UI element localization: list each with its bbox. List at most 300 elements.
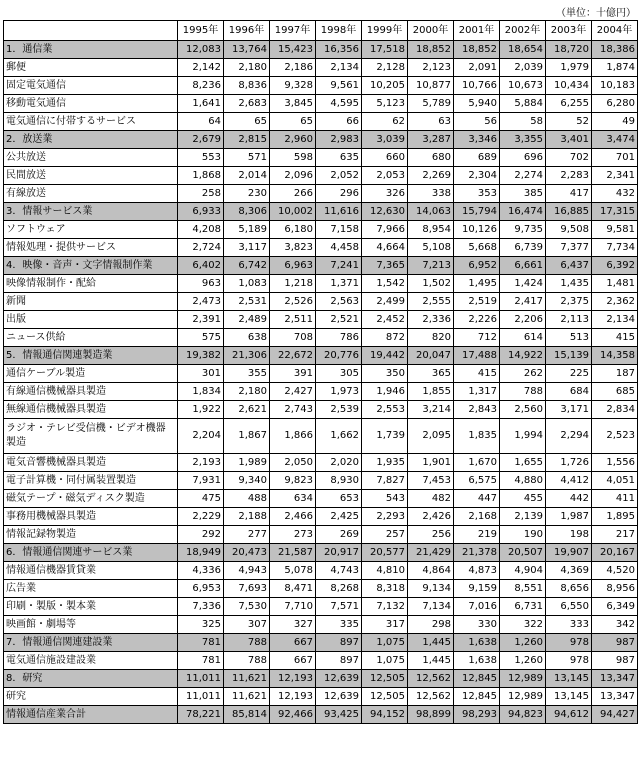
value-cell: 1,556 [592, 454, 638, 472]
value-cell: 1,866 [270, 419, 316, 454]
value-cell: 305 [316, 365, 362, 383]
value-cell: 963 [178, 275, 224, 293]
value-cell: 10,205 [362, 77, 408, 95]
value-cell: 94,612 [546, 706, 592, 724]
value-cell: 6,180 [270, 221, 316, 239]
value-cell: 2,679 [178, 131, 224, 149]
row-label: 2．放送業 [4, 131, 178, 149]
value-cell: 355 [224, 365, 270, 383]
value-cell: 2,960 [270, 131, 316, 149]
value-cell: 16,356 [316, 41, 362, 59]
row-label: 郵便 [4, 59, 178, 77]
value-cell: 1,670 [454, 454, 500, 472]
value-cell: 10,673 [500, 77, 546, 95]
value-cell: 553 [178, 149, 224, 167]
value-cell: 385 [500, 185, 546, 203]
value-cell: 3,287 [408, 131, 454, 149]
value-cell: 3,355 [500, 131, 546, 149]
value-cell: 2,091 [454, 59, 500, 77]
value-cell: 7,134 [408, 598, 454, 616]
value-cell: 257 [362, 526, 408, 544]
value-cell: 13,145 [546, 670, 592, 688]
value-cell: 2,139 [500, 508, 546, 526]
value-cell: 702 [546, 149, 592, 167]
value-cell: 327 [270, 616, 316, 634]
value-cell: 9,581 [592, 221, 638, 239]
value-cell: 1,922 [178, 401, 224, 419]
value-cell: 21,587 [270, 544, 316, 562]
table-row [4, 616, 638, 634]
value-cell: 6,550 [546, 598, 592, 616]
row-label: 新聞 [4, 293, 178, 311]
value-cell: 4,520 [592, 562, 638, 580]
value-cell: 12,083 [178, 41, 224, 59]
value-cell: 269 [316, 526, 362, 544]
value-cell: 4,458 [316, 239, 362, 257]
year-header: 2004年 [592, 21, 638, 41]
value-cell: 20,047 [408, 347, 454, 365]
value-cell: 3,214 [408, 401, 454, 419]
section-row [4, 257, 638, 275]
value-cell: 1,218 [270, 275, 316, 293]
value-cell: 2,523 [592, 419, 638, 454]
value-cell: 4,943 [224, 562, 270, 580]
value-cell: 10,126 [454, 221, 500, 239]
value-cell: 2,188 [224, 508, 270, 526]
table-row [4, 95, 638, 113]
row-label: 情報通信機器賃貸業 [4, 562, 178, 580]
value-cell: 7,710 [270, 598, 316, 616]
value-cell: 1,662 [316, 419, 362, 454]
row-label: 電子計算機・同付属装置製造 [4, 472, 178, 490]
value-cell: 4,336 [178, 562, 224, 580]
value-cell: 2,269 [408, 167, 454, 185]
value-cell: 12,989 [500, 688, 546, 706]
value-cell: 12,562 [408, 670, 454, 688]
value-cell: 18,852 [454, 41, 500, 59]
value-cell: 333 [546, 616, 592, 634]
table-row [4, 77, 638, 95]
value-cell: 2,113 [546, 311, 592, 329]
value-cell: 987 [592, 634, 638, 652]
value-cell: 442 [546, 490, 592, 508]
value-cell: 14,358 [592, 347, 638, 365]
value-cell: 2,014 [224, 167, 270, 185]
value-cell: 2,375 [546, 293, 592, 311]
value-cell: 417 [546, 185, 592, 203]
value-cell: 18,654 [500, 41, 546, 59]
row-label: 電気音響機械器具製造 [4, 454, 178, 472]
value-cell: 3,823 [270, 239, 316, 257]
value-cell: 20,917 [316, 544, 362, 562]
value-cell: 20,507 [500, 544, 546, 562]
value-cell: 13,347 [592, 670, 638, 688]
value-cell: 2,843 [454, 401, 500, 419]
value-cell: 9,340 [224, 472, 270, 490]
table-row [4, 185, 638, 203]
value-cell: 5,078 [270, 562, 316, 580]
value-cell: 455 [500, 490, 546, 508]
value-cell: 12,505 [362, 688, 408, 706]
row-label: 情報記録物製造 [4, 526, 178, 544]
table-row [4, 365, 638, 383]
value-cell: 58 [500, 113, 546, 131]
value-cell: 266 [270, 185, 316, 203]
value-cell: 273 [270, 526, 316, 544]
value-cell: 2,180 [224, 59, 270, 77]
value-cell: 8,268 [316, 580, 362, 598]
value-cell: 1,946 [362, 383, 408, 401]
value-cell: 2,229 [178, 508, 224, 526]
value-cell: 2,553 [362, 401, 408, 419]
value-cell: 49 [592, 113, 638, 131]
value-cell: 2,134 [316, 59, 362, 77]
value-cell: 2,425 [316, 508, 362, 526]
value-cell: 4,904 [500, 562, 546, 580]
value-cell: 17,518 [362, 41, 408, 59]
row-label: 3．情報サービス業 [4, 203, 178, 221]
value-cell: 338 [408, 185, 454, 203]
value-cell: 978 [546, 634, 592, 652]
value-cell: 2,521 [316, 311, 362, 329]
value-cell: 638 [224, 329, 270, 347]
row-label: 6．情報通信関連サービス業 [4, 544, 178, 562]
value-cell: 2,391 [178, 311, 224, 329]
value-cell: 350 [362, 365, 408, 383]
value-cell: 4,412 [546, 472, 592, 490]
value-cell: 6,742 [224, 257, 270, 275]
value-cell: 4,864 [408, 562, 454, 580]
value-cell: 217 [592, 526, 638, 544]
value-cell: 1,835 [454, 419, 500, 454]
value-cell: 2,053 [362, 167, 408, 185]
table-body [4, 41, 638, 724]
value-cell: 2,427 [270, 383, 316, 401]
value-cell: 256 [408, 526, 454, 544]
table-row [4, 688, 638, 706]
value-cell: 2,362 [592, 293, 638, 311]
year-header: 1998年 [316, 21, 362, 41]
value-cell: 1,739 [362, 419, 408, 454]
value-cell: 4,810 [362, 562, 408, 580]
value-cell: 322 [500, 616, 546, 634]
row-label: 情報処理・提供サービス [4, 239, 178, 257]
value-cell: 94,152 [362, 706, 408, 724]
value-cell: 1,542 [362, 275, 408, 293]
row-label: 有線放送 [4, 185, 178, 203]
table-row [4, 526, 638, 544]
table-row [4, 401, 638, 419]
value-cell: 15,139 [546, 347, 592, 365]
value-cell: 1,987 [546, 508, 592, 526]
value-cell: 9,735 [500, 221, 546, 239]
value-cell: 10,434 [546, 77, 592, 95]
value-cell: 3,401 [546, 131, 592, 149]
section-row [4, 131, 638, 149]
value-cell: 78,221 [178, 706, 224, 724]
value-cell: 2,206 [500, 311, 546, 329]
value-cell: 2,683 [224, 95, 270, 113]
value-cell: 10,183 [592, 77, 638, 95]
value-cell: 21,306 [224, 347, 270, 365]
value-cell: 3,346 [454, 131, 500, 149]
value-cell: 10,877 [408, 77, 454, 95]
value-cell: 2,274 [500, 167, 546, 185]
value-cell: 326 [362, 185, 408, 203]
year-header: 2001年 [454, 21, 500, 41]
value-cell: 16,474 [500, 203, 546, 221]
value-cell: 6,963 [270, 257, 316, 275]
value-cell: 4,880 [500, 472, 546, 490]
value-cell: 92,466 [270, 706, 316, 724]
value-cell: 10,766 [454, 77, 500, 95]
value-cell: 415 [454, 365, 500, 383]
value-cell: 7,931 [178, 472, 224, 490]
value-cell: 685 [592, 383, 638, 401]
value-cell: 872 [362, 329, 408, 347]
value-cell: 978 [546, 652, 592, 670]
row-label: 事務用機械器具製造 [4, 508, 178, 526]
value-cell: 1,726 [546, 454, 592, 472]
value-cell: 365 [408, 365, 454, 383]
year-header: 2003年 [546, 21, 592, 41]
row-label: ソフトウェア [4, 221, 178, 239]
value-cell: 1,260 [500, 652, 546, 670]
row-label: 映画館・劇場等 [4, 616, 178, 634]
value-cell: 1,371 [316, 275, 362, 293]
value-cell: 20,167 [592, 544, 638, 562]
value-cell: 12,845 [454, 688, 500, 706]
row-label: 電気通信に付帯するサービス [4, 113, 178, 131]
value-cell: 2,020 [316, 454, 362, 472]
value-cell: 634 [270, 490, 316, 508]
value-cell: 897 [316, 652, 362, 670]
value-cell: 20,473 [224, 544, 270, 562]
value-cell: 12,639 [316, 688, 362, 706]
value-cell: 2,531 [224, 293, 270, 311]
value-cell: 2,193 [178, 454, 224, 472]
value-cell: 4,873 [454, 562, 500, 580]
value-cell: 1,855 [408, 383, 454, 401]
value-cell: 8,956 [592, 580, 638, 598]
table-row [4, 419, 638, 454]
value-cell: 13,145 [546, 688, 592, 706]
value-cell: 598 [270, 149, 316, 167]
value-cell: 2,293 [362, 508, 408, 526]
value-cell: 3,039 [362, 131, 408, 149]
value-cell: 2,815 [224, 131, 270, 149]
value-cell: 13,764 [224, 41, 270, 59]
value-cell: 1,895 [592, 508, 638, 526]
value-cell: 2,294 [546, 419, 592, 454]
value-cell: 2,473 [178, 293, 224, 311]
value-cell: 8,836 [224, 77, 270, 95]
row-label: 1．通信業 [4, 41, 178, 59]
value-cell: 3,171 [546, 401, 592, 419]
value-cell: 198 [546, 526, 592, 544]
value-cell: 897 [316, 634, 362, 652]
value-cell: 1,445 [408, 634, 454, 652]
value-cell: 635 [316, 149, 362, 167]
value-cell: 391 [270, 365, 316, 383]
value-cell: 1,638 [454, 652, 500, 670]
value-cell: 7,377 [546, 239, 592, 257]
value-cell: 5,884 [500, 95, 546, 113]
unit-label: （単位：十億円） [556, 8, 636, 19]
value-cell: 19,907 [546, 544, 592, 562]
section-row [4, 634, 638, 652]
table-row [4, 652, 638, 670]
value-cell: 12,630 [362, 203, 408, 221]
value-cell: 788 [500, 383, 546, 401]
value-cell: 225 [546, 365, 592, 383]
value-cell: 9,823 [270, 472, 316, 490]
value-cell: 21,378 [454, 544, 500, 562]
table-row [4, 167, 638, 185]
value-cell: 1,979 [546, 59, 592, 77]
value-cell: 1,435 [546, 275, 592, 293]
value-cell: 16,885 [546, 203, 592, 221]
value-cell: 9,508 [546, 221, 592, 239]
value-cell: 2,511 [270, 311, 316, 329]
value-cell: 298 [408, 616, 454, 634]
value-cell: 2,096 [270, 167, 316, 185]
value-cell: 781 [178, 634, 224, 652]
table-row [4, 472, 638, 490]
value-cell: 11,621 [224, 670, 270, 688]
row-label: 5．情報通信関連製造業 [4, 347, 178, 365]
value-cell: 411 [592, 490, 638, 508]
row-label: 4．映像・音声・文字情報制作業 [4, 257, 178, 275]
value-cell: 4,743 [316, 562, 362, 580]
value-cell: 22,672 [270, 347, 316, 365]
value-cell: 781 [178, 652, 224, 670]
value-cell: 342 [592, 616, 638, 634]
value-cell: 7,734 [592, 239, 638, 257]
value-cell: 19,442 [362, 347, 408, 365]
value-cell: 2,539 [316, 401, 362, 419]
year-header: 1995年 [178, 21, 224, 41]
value-cell: 432 [592, 185, 638, 203]
value-cell: 18,949 [178, 544, 224, 562]
value-cell: 3,845 [270, 95, 316, 113]
value-cell: 2,180 [224, 383, 270, 401]
section-row [4, 347, 638, 365]
value-cell: 12,562 [408, 688, 454, 706]
value-cell: 12,193 [270, 670, 316, 688]
value-cell: 1,445 [408, 652, 454, 670]
year-header: 1996年 [224, 21, 270, 41]
year-header: 2000年 [408, 21, 454, 41]
value-cell: 2,142 [178, 59, 224, 77]
value-cell: 7,966 [362, 221, 408, 239]
value-cell: 2,283 [546, 167, 592, 185]
table-row [4, 275, 638, 293]
year-header: 1999年 [362, 21, 408, 41]
value-cell: 187 [592, 365, 638, 383]
value-cell: 1,655 [500, 454, 546, 472]
value-cell: 9,134 [408, 580, 454, 598]
value-cell: 680 [408, 149, 454, 167]
value-cell: 701 [592, 149, 638, 167]
value-cell: 65 [270, 113, 316, 131]
value-cell: 9,159 [454, 580, 500, 598]
value-cell: 6,280 [592, 95, 638, 113]
value-cell: 2,426 [408, 508, 454, 526]
value-cell: 2,519 [454, 293, 500, 311]
table-row [4, 311, 638, 329]
value-cell: 447 [454, 490, 500, 508]
row-label: 公共放送 [4, 149, 178, 167]
value-cell: 7,571 [316, 598, 362, 616]
value-cell: 8,551 [500, 580, 546, 598]
value-cell: 2,341 [592, 167, 638, 185]
table-row [4, 59, 638, 77]
value-cell: 94,823 [500, 706, 546, 724]
value-cell: 684 [546, 383, 592, 401]
table-row [4, 239, 638, 257]
table-row [4, 221, 638, 239]
value-cell: 1,075 [362, 652, 408, 670]
row-label: 通信ケーブル製造 [4, 365, 178, 383]
value-cell: 12,505 [362, 670, 408, 688]
value-cell: 653 [316, 490, 362, 508]
value-cell: 6,437 [546, 257, 592, 275]
row-label: 電気通信施設建設業 [4, 652, 178, 670]
value-cell: 15,423 [270, 41, 316, 59]
value-cell: 1,874 [592, 59, 638, 77]
value-cell: 660 [362, 149, 408, 167]
value-cell: 7,365 [362, 257, 408, 275]
value-cell: 11,011 [178, 670, 224, 688]
value-cell: 258 [178, 185, 224, 203]
value-cell: 7,158 [316, 221, 362, 239]
value-cell: 1,973 [316, 383, 362, 401]
row-label: 固定電気通信 [4, 77, 178, 95]
value-cell: 786 [316, 329, 362, 347]
value-cell: 2,417 [500, 293, 546, 311]
value-cell: 689 [454, 149, 500, 167]
value-cell: 2,226 [454, 311, 500, 329]
value-cell: 9,561 [316, 77, 362, 95]
value-cell: 292 [178, 526, 224, 544]
table-row [4, 562, 638, 580]
value-cell: 987 [592, 652, 638, 670]
value-cell: 7,827 [362, 472, 408, 490]
year-header: 2002年 [500, 21, 546, 41]
value-cell: 475 [178, 490, 224, 508]
value-cell: 6,349 [592, 598, 638, 616]
value-cell: 4,664 [362, 239, 408, 257]
row-label: 研究 [4, 688, 178, 706]
value-cell: 330 [454, 616, 500, 634]
value-cell: 12,845 [454, 670, 500, 688]
value-cell: 708 [270, 329, 316, 347]
value-cell: 488 [224, 490, 270, 508]
value-cell: 301 [178, 365, 224, 383]
value-cell: 5,108 [408, 239, 454, 257]
value-cell: 2,560 [500, 401, 546, 419]
value-cell: 2,039 [500, 59, 546, 77]
table-row [4, 598, 638, 616]
value-cell: 6,953 [178, 580, 224, 598]
value-cell: 13,347 [592, 688, 638, 706]
section-row [4, 544, 638, 562]
row-label: 無線通信機械器具製造 [4, 401, 178, 419]
value-cell: 335 [316, 616, 362, 634]
value-cell: 1,868 [178, 167, 224, 185]
value-cell: 1,867 [224, 419, 270, 454]
